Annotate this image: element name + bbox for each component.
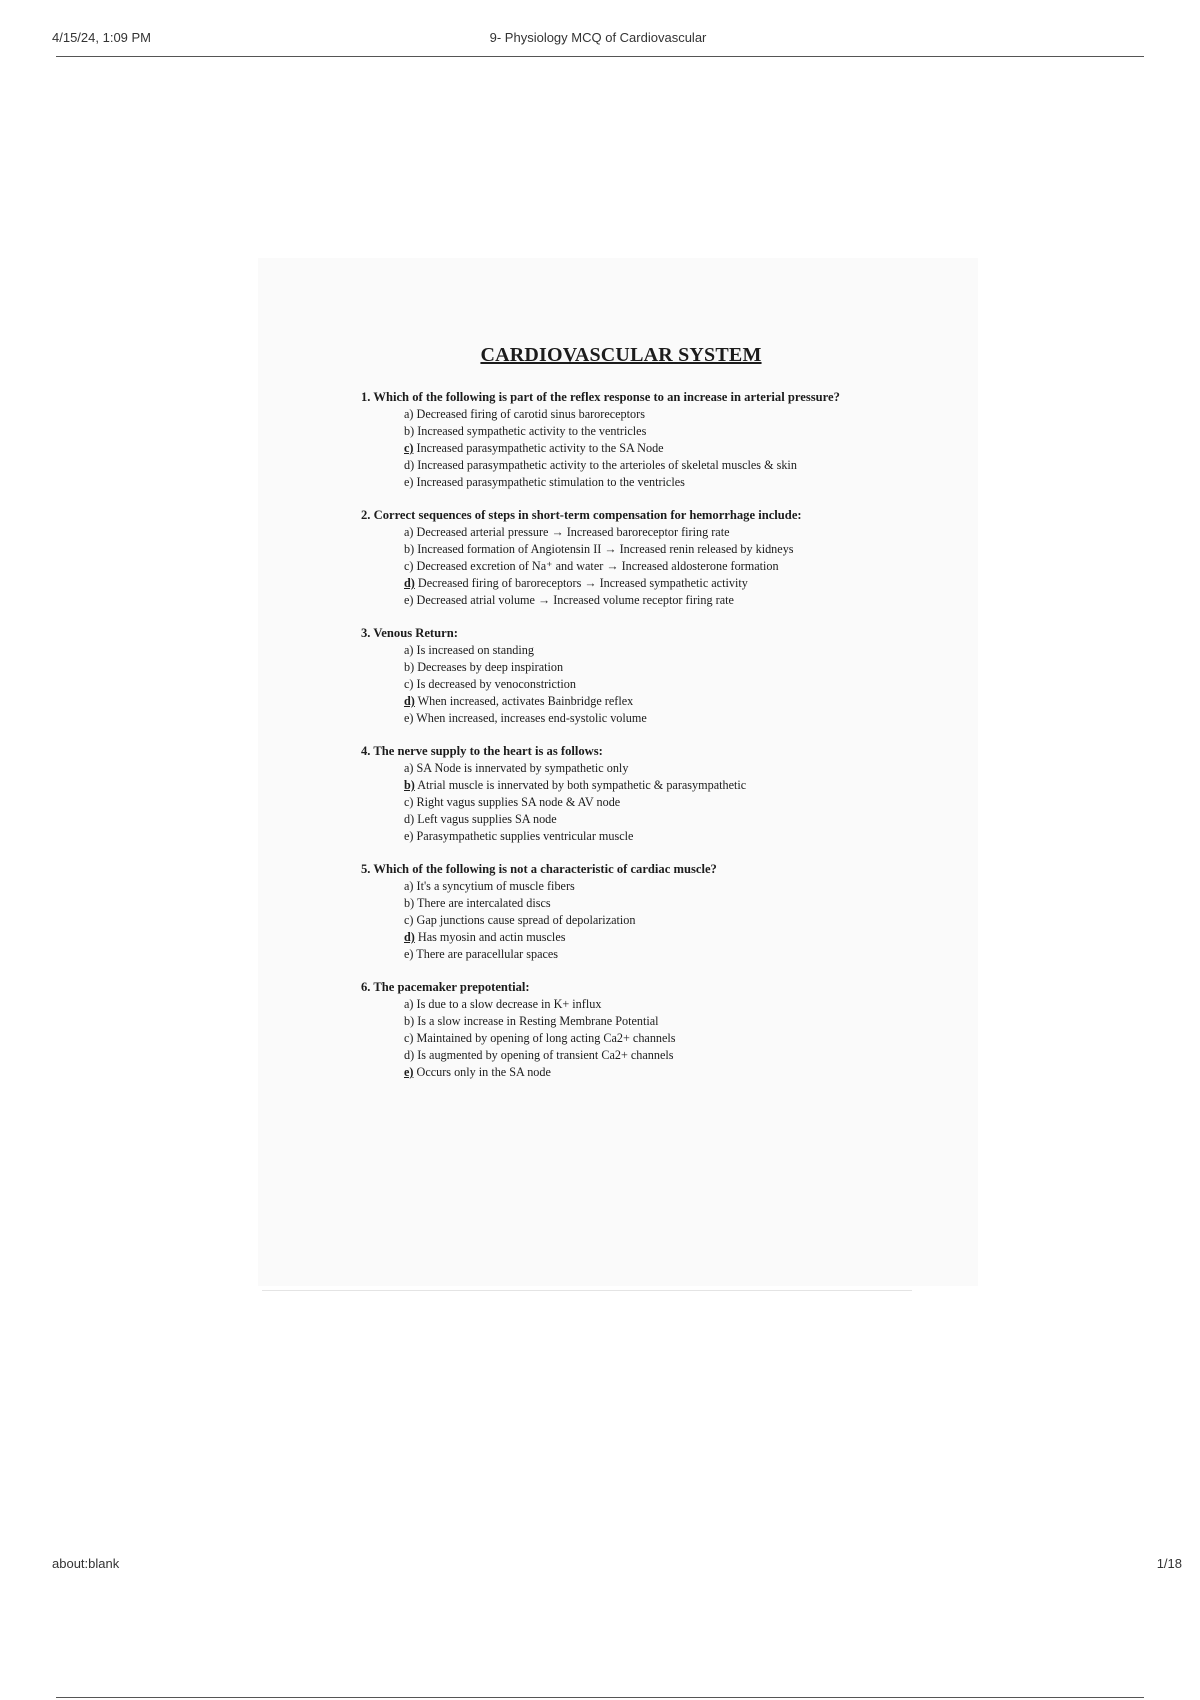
option-letter: a) xyxy=(404,997,414,1011)
answer-option xyxy=(404,592,881,609)
answer-option xyxy=(404,541,881,558)
print-date: 4/15/24, 1:09 PM xyxy=(52,30,152,45)
page-number: 1/18 xyxy=(1156,1556,1182,1571)
option-text: Increased formation of Angiotensin II → Increased renin released by kidneys xyxy=(417,542,794,556)
option-text: Decreased excretion of Na⁺ and water → Increased aldosterone formation xyxy=(416,559,779,573)
answer-option xyxy=(404,423,881,440)
correct-answer-letter: e) xyxy=(404,1065,414,1079)
footer-url: about:blank xyxy=(52,1556,120,1571)
option-text: Right vagus supplies SA node & AV node xyxy=(416,795,621,809)
print-header xyxy=(52,30,1144,58)
option-letter: c) xyxy=(404,913,414,927)
option-text: Has myosin and actin muscles xyxy=(417,930,566,944)
question-text: 2. Correct sequences of steps in short-term compensation for hemorrhage include: xyxy=(361,508,802,522)
answer-option xyxy=(404,828,881,845)
option-letter: a) xyxy=(404,407,414,421)
answer-option xyxy=(404,811,881,828)
option-list xyxy=(361,878,881,963)
option-letter: c) xyxy=(404,677,414,691)
print-title: 9- Physiology MCQ of Cardiovascular xyxy=(489,30,707,45)
option-letter: b) xyxy=(404,660,415,674)
option-letter: b) xyxy=(404,1014,415,1028)
question-item xyxy=(361,389,881,491)
correct-answer-letter: d) xyxy=(404,930,415,944)
option-letter: e) xyxy=(404,829,414,843)
answer-option xyxy=(404,693,881,710)
option-text: There are intercalated discs xyxy=(416,896,551,910)
option-list xyxy=(361,524,881,609)
option-letter: a) xyxy=(404,525,414,539)
correct-answer-letter: b) xyxy=(404,778,415,792)
answer-option xyxy=(404,912,881,929)
header-divider xyxy=(56,56,1144,57)
option-text: Decreased arterial pressure → Increased baroreceptor firing rate xyxy=(416,525,730,539)
answer-option xyxy=(404,558,881,575)
mcq-document xyxy=(361,344,881,1097)
answer-option xyxy=(404,929,881,946)
question-text: 5. Which of the following is not a characteristic of cardiac muscle? xyxy=(361,862,717,876)
answer-option xyxy=(404,524,881,541)
option-letter: a) xyxy=(404,879,414,893)
option-letter: e) xyxy=(404,711,414,725)
answer-option xyxy=(404,878,881,895)
option-text: Is augmented by opening of transient Ca2+ channels xyxy=(417,1048,674,1062)
answer-option xyxy=(404,760,881,777)
option-text: Decreased firing of baroreceptors → Increased sympathetic activity xyxy=(417,576,748,590)
answer-option xyxy=(404,777,881,794)
option-letter: a) xyxy=(404,761,414,775)
answer-option xyxy=(404,474,881,491)
option-letter: c) xyxy=(404,1031,414,1045)
option-letter: c) xyxy=(404,795,414,809)
option-list xyxy=(361,996,881,1081)
option-text: Occurs only in the SA node xyxy=(416,1065,551,1079)
answer-option xyxy=(404,1047,881,1064)
option-letter: d) xyxy=(404,1048,415,1062)
option-text: Decreases by deep inspiration xyxy=(417,660,564,674)
option-text: When increased, increases end-systolic volume xyxy=(416,711,647,725)
option-text: Left vagus supplies SA node xyxy=(417,812,557,826)
answer-option xyxy=(404,1064,881,1081)
answer-option xyxy=(404,946,881,963)
answer-option xyxy=(404,659,881,676)
option-text: Increased parasympathetic stimulation to the ventricles xyxy=(416,475,685,489)
option-text: Is due to a slow decrease in K+ influx xyxy=(416,997,602,1011)
option-letter: b) xyxy=(404,424,415,438)
option-letter: e) xyxy=(404,947,414,961)
option-text: Gap junctions cause spread of depolarization xyxy=(416,913,636,927)
option-text: It's a syncytium of muscle fibers xyxy=(416,879,575,893)
question-item xyxy=(361,979,881,1081)
scan-edge-line xyxy=(262,1290,912,1291)
option-text: Increased sympathetic activity to the ventricles xyxy=(417,424,647,438)
answer-option xyxy=(404,676,881,693)
document-heading: CARDIOVASCULAR SYSTEM xyxy=(480,344,762,366)
question-item xyxy=(361,507,881,609)
option-letter: e) xyxy=(404,475,414,489)
question-list xyxy=(361,389,881,1081)
question-text: 3. Venous Return: xyxy=(361,626,458,640)
answer-option xyxy=(404,1030,881,1047)
question-item xyxy=(361,743,881,845)
option-text: Is decreased by venoconstriction xyxy=(416,677,576,691)
correct-answer-letter: c) xyxy=(404,441,414,455)
option-letter: d) xyxy=(404,812,415,826)
option-text: Is increased on standing xyxy=(416,643,534,657)
option-letter: c) xyxy=(404,559,414,573)
option-text: There are paracellular spaces xyxy=(416,947,559,961)
option-list xyxy=(361,760,881,845)
option-text: Decreased atrial volume → Increased volume receptor firing rate xyxy=(416,593,734,607)
print-footer xyxy=(52,1556,1182,1576)
option-letter: b) xyxy=(404,896,415,910)
question-text: 6. The pacemaker prepotential: xyxy=(361,980,530,994)
option-text: When increased, activates Bainbridge reflex xyxy=(417,694,634,708)
question-item xyxy=(361,625,881,727)
option-text: Increased parasympathetic activity to the SA Node xyxy=(416,441,664,455)
option-letter: a) xyxy=(404,643,414,657)
answer-option xyxy=(404,710,881,727)
question-text: 4. The nerve supply to the heart is as follows: xyxy=(361,744,603,758)
option-letter: e) xyxy=(404,593,414,607)
answer-option xyxy=(404,996,881,1013)
option-list xyxy=(361,406,881,491)
option-list xyxy=(361,642,881,727)
answer-option xyxy=(404,794,881,811)
answer-option xyxy=(404,1013,881,1030)
answer-option xyxy=(404,406,881,423)
option-text: Decreased firing of carotid sinus baroreceptors xyxy=(416,407,645,421)
scanned-page xyxy=(258,258,978,1286)
correct-answer-letter: d) xyxy=(404,694,415,708)
question-text: 1. Which of the following is part of the reflex response to an increase in arterial pressure? xyxy=(361,390,840,404)
option-text: Atrial muscle is innervated by both sympathetic & parasympathetic xyxy=(417,778,747,792)
option-text: Is a slow increase in Resting Membrane Potential xyxy=(417,1014,659,1028)
answer-option xyxy=(404,457,881,474)
option-letter: d) xyxy=(404,458,415,472)
answer-option xyxy=(404,440,881,457)
answer-option xyxy=(404,575,881,592)
footer-divider xyxy=(56,1697,1144,1698)
option-text: Parasympathetic supplies ventricular muscle xyxy=(416,829,634,843)
question-item xyxy=(361,861,881,963)
option-text: Maintained by opening of long acting Ca2+ channels xyxy=(416,1031,676,1045)
option-text: SA Node is innervated by sympathetic only xyxy=(416,761,629,775)
option-letter: b) xyxy=(404,542,415,556)
answer-option xyxy=(404,642,881,659)
option-text: Increased parasympathetic activity to the arterioles of skeletal muscles & skin xyxy=(417,458,797,472)
answer-option xyxy=(404,895,881,912)
correct-answer-letter: d) xyxy=(404,576,415,590)
